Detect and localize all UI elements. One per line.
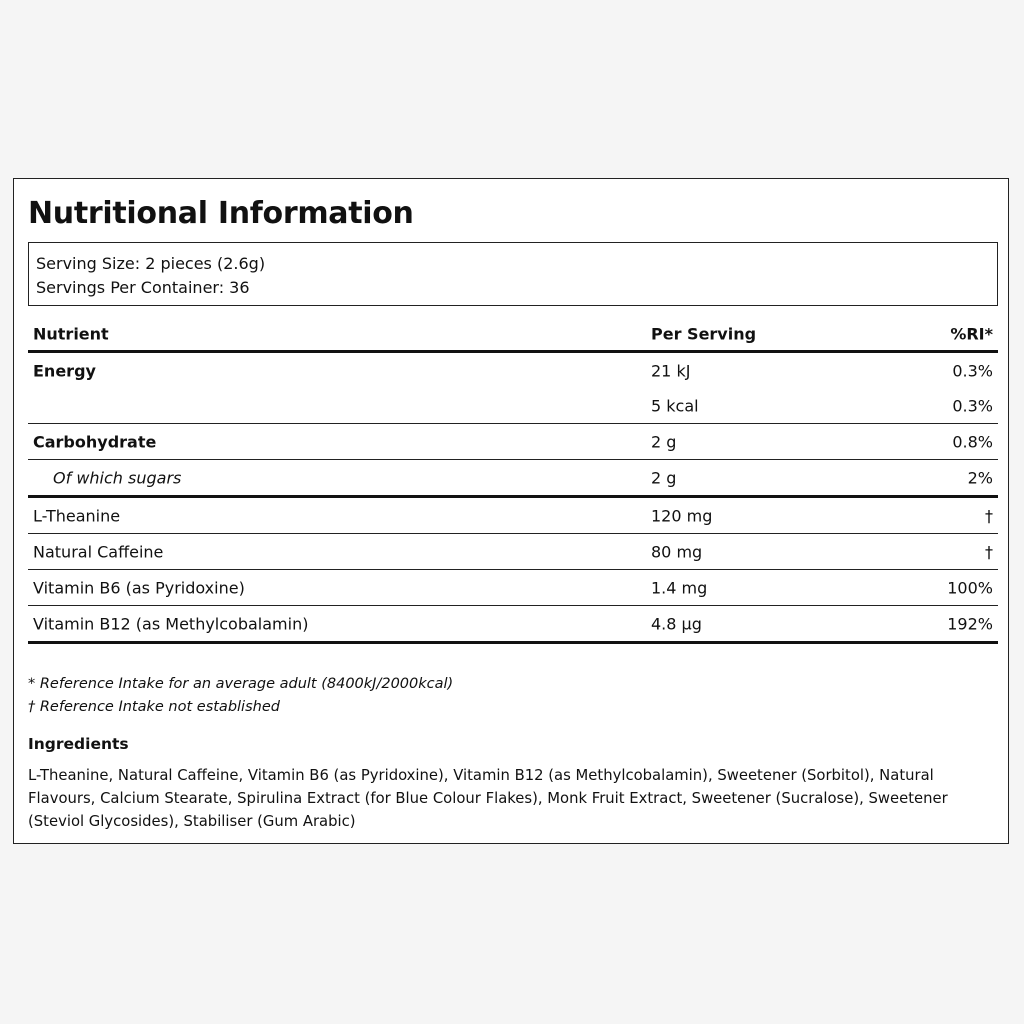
nutrient-name: L-Theanine — [33, 506, 121, 525]
table-row-energy-kj — [28, 353, 998, 389]
table-row-vitamin-b6 — [28, 570, 998, 606]
ri-value: † — [985, 542, 993, 561]
ri-value: 0.3% — [952, 396, 993, 416]
ingredients-list: L-Theanine, Natural Caffeine, Vitamin B6 (as Pyridoxine), Vitamin B12 (as Methylcobalamin), Sweetener (Sorbitol), Natural Flavours, Calcium Stearate, Spirulina Extract (for Blue Colour Flakes), Monk Fruit Extract, Sweetener (Sucralose), Sweetener (Steviol Glycosides), Stabiliser (Gum Arabic) — [28, 767, 948, 830]
footnote-ri: * Reference Intake for an average adult (8400kJ/2000kcal) — [28, 676, 454, 692]
per-serving-value: 2 g — [651, 468, 677, 487]
serving-size: Serving Size: 2 pieces (2.6g) — [36, 254, 266, 273]
per-serving-value: 80 mg — [651, 542, 703, 561]
page-title: Nutritional Information — [28, 196, 414, 231]
footnotes — [28, 673, 453, 719]
table-header-row — [28, 317, 998, 353]
nutrient-name: Carbohydrate — [33, 432, 157, 451]
table-row-vitamin-b12 — [28, 606, 998, 644]
nutrition-label — [13, 178, 1009, 844]
ri-value: 192% — [947, 614, 993, 633]
ri-value: 2% — [967, 468, 993, 487]
nutrition-table — [28, 317, 998, 644]
ri-value: 100% — [947, 578, 993, 597]
ri-value: 0.8% — [952, 432, 993, 451]
per-serving-value: 1.4 mg — [651, 578, 708, 597]
per-serving-value: 21 kJ — [651, 361, 691, 381]
table-row-l-theanine — [28, 498, 998, 534]
per-serving-value: 2 g — [651, 432, 677, 451]
ingredients-heading: Ingredients — [28, 735, 129, 753]
column-header-ri: %RI* — [950, 324, 993, 343]
nutrient-name: Natural Caffeine — [33, 542, 164, 561]
column-header-per-serving: Per Serving — [651, 324, 757, 343]
column-header-nutrient: Nutrient — [33, 324, 109, 343]
footnote-not-established: † Reference Intake not established — [28, 699, 280, 715]
serving-info-box — [28, 242, 998, 306]
table-row-sugars — [28, 460, 998, 498]
servings-per-container: Servings Per Container: 36 — [36, 278, 250, 297]
per-serving-value: 120 mg — [651, 506, 713, 525]
per-serving-value: 5 kcal — [651, 396, 699, 416]
ri-value: † — [985, 506, 993, 525]
ri-value: 0.3% — [952, 361, 993, 381]
per-serving-value: 4.8 µg — [651, 614, 702, 633]
nutrient-name: Of which sugars — [53, 468, 182, 487]
table-row-energy-kcal — [28, 389, 998, 424]
nutrient-name: Vitamin B12 (as Methylcobalamin) — [33, 614, 309, 633]
table-row-natural-caffeine — [28, 534, 998, 570]
nutrient-name: Energy — [33, 361, 96, 381]
nutrient-name: Vitamin B6 (as Pyridoxine) — [33, 578, 245, 597]
table-row-carbohydrate — [28, 424, 998, 460]
